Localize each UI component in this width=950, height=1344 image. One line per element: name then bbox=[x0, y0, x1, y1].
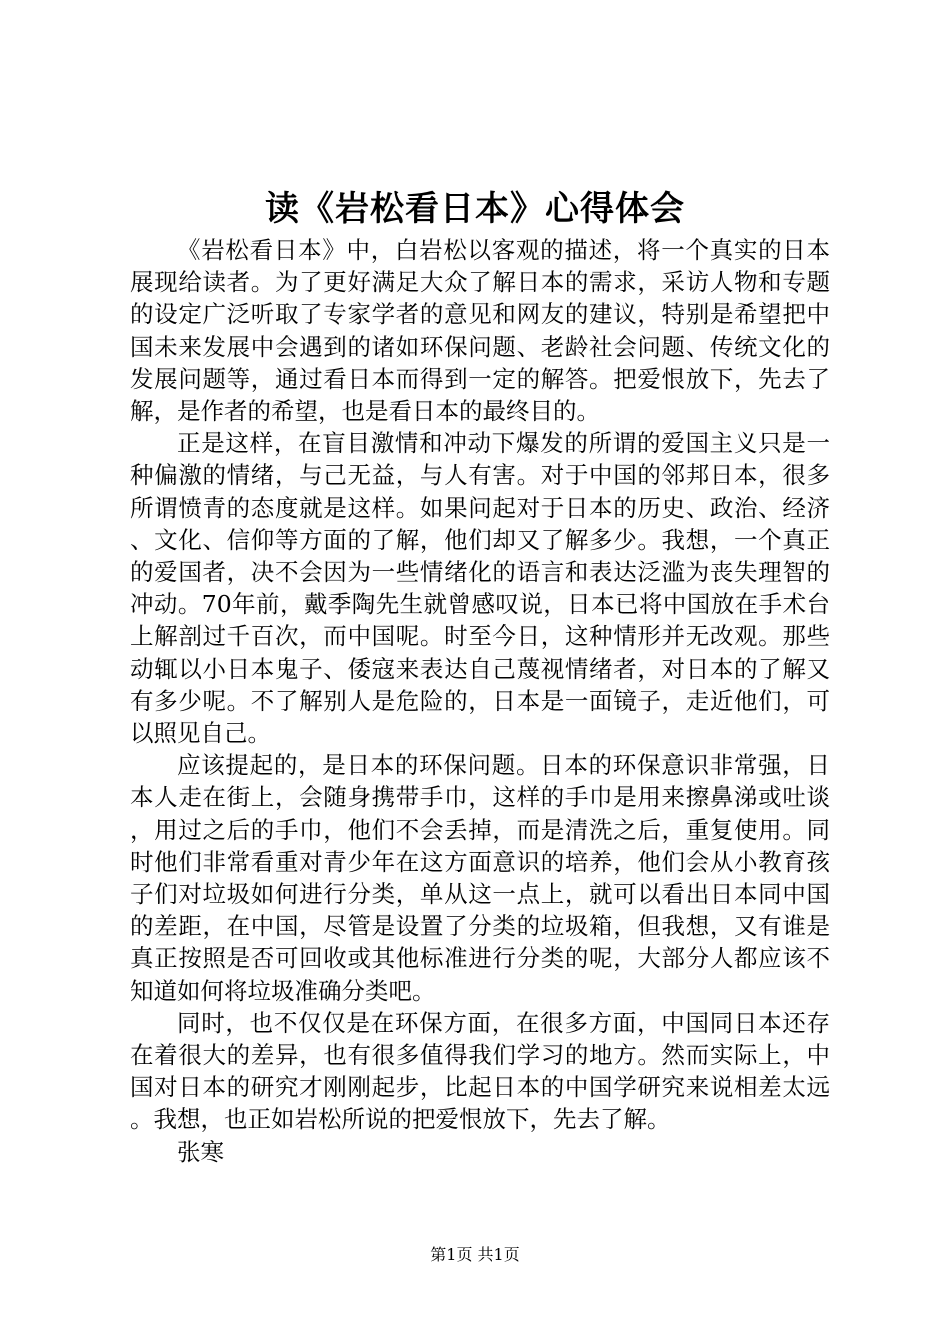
paragraph-1: 《岩松看日本》中，白岩松以客观的描述，将一个真实的日本展现给读者。为了更好满足大众了解日本的需求，采访人物和专题的设定广泛听取了专家学者的意见和网友的建议，特别是希望把中国未来发展中会遇到的诸如环保问题、老龄社会问题、传统文化的发展问题等，通过看日本而得到一定的解答。把爱恨放下，先去了解，是作者的希望，也是看日本的最终目的。 bbox=[130, 236, 830, 426]
paragraph-4: 同时，也不仅仅是在环保方面，在很多方面，中国同日本还存在着很大的差异，也有很多值得我们学习的地方。然而实际上，中国对日本的研究才刚刚起步，比起日本的中国学研究来说相差太远。我想，也正如岩松所说的把爱恨放下，先去了解。 bbox=[130, 1008, 830, 1134]
author-signature: 张寒 bbox=[177, 1137, 224, 1166]
paragraph-3: 应该提起的，是日本的环保问题。日本的环保意识非常强，日本人走在街上，会随身携带手巾，这样的手巾是用来擦鼻涕或吐谈，用过之后的手巾，他们不会丢掉，而是清洗之后，重复使用。同时他们非常看重对青少年在这方面意识的培养，他们会从小教育孩子们对垃圾如何进行分类，单从这一点上，就可以看出日本同中国的差距，在中国，尽管是设置了分类的垃圾箱，但我想，又有谁是真正按照是否可回收或其他标准进行分类的呢，大部分人都应该不知道如何将垃圾准确分类吧。 bbox=[130, 751, 830, 1005]
document-title: 读《岩松看日本》心得体会 bbox=[265, 189, 685, 229]
document-body bbox=[130, 234, 830, 1168]
paragraph-2: 正是这样，在盲目激情和冲动下爆发的所谓的爱国主义只是一种偏激的情绪，与己无益，与人有害。对于中国的邻邦日本，很多所谓愤青的态度就是这样。如果问起对于日本的历史、政治、经济、文化、信仰等方面的了解，他们却又了解多少。我想，一个真正的爱国者，决不会因为一些情绪化的语言和表达泛滥为丧失理智的冲动。70年前，戴季陶先生就曾感叹说，日本已将中国放在手术台上解剖过千百次，而中国呢。时至今日，这种情形并无改观。那些动辄以小日本鬼子、倭寇来表达自己蔑视情绪者，对日本的了解又有多少呢。不了解别人是危险的，日本是一面镜子，走近他们，可以照见自己。 bbox=[130, 429, 830, 748]
page-number-footer: 第1页 共1页 bbox=[430, 1245, 520, 1264]
